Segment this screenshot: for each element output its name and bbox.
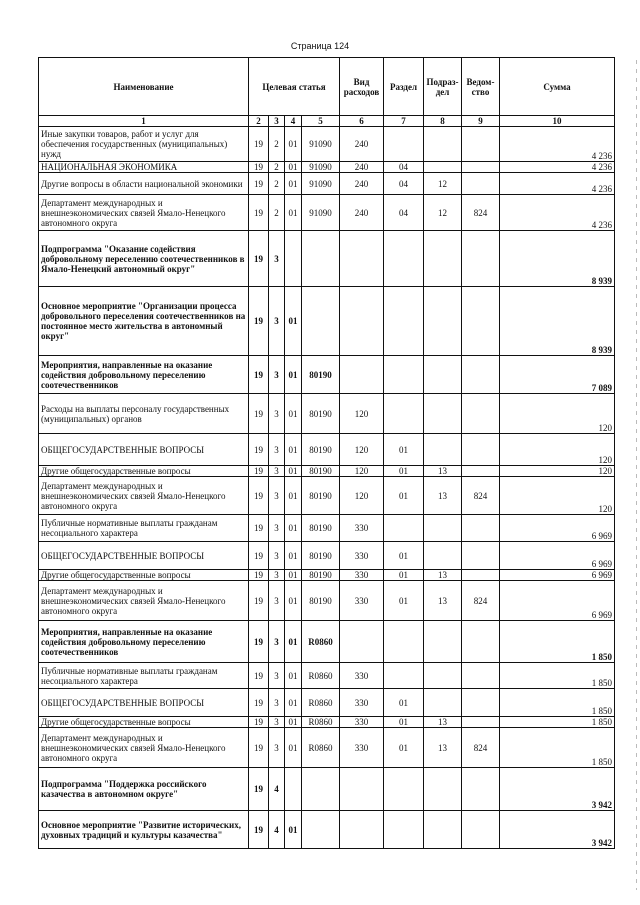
target-part-1: 19 xyxy=(249,195,269,231)
summa: 7 089 xyxy=(500,356,615,394)
row-name: Расходы на выплаты персоналу государственных (муниципальных) органов xyxy=(39,394,249,434)
target-part-4: R0860 xyxy=(302,689,340,717)
target-part-2: 3 xyxy=(269,570,285,581)
target-part-3: 01 xyxy=(285,717,302,728)
target-part-1: 19 xyxy=(249,621,269,663)
target-part-2: 3 xyxy=(269,663,285,689)
target-part-1: 19 xyxy=(249,728,269,768)
summa: 4 236 xyxy=(500,127,615,162)
podrazdel xyxy=(424,287,462,356)
podrazdel xyxy=(424,621,462,663)
col-index: 4 xyxy=(285,116,302,127)
vedomstvo xyxy=(462,811,500,849)
table-row xyxy=(39,162,615,173)
vid-rashodov: 330 xyxy=(340,717,384,728)
summa: 1 850 xyxy=(500,689,615,717)
vid-rashodov xyxy=(340,287,384,356)
podrazdel: 13 xyxy=(424,728,462,768)
vid-rashodov: 120 xyxy=(340,466,384,477)
vedomstvo xyxy=(462,173,500,195)
table-row xyxy=(39,811,615,849)
row-name: Основное мероприятие "Организации процесса добровольного переселения соотечественников на постоянное место жительства в автономный округ" xyxy=(39,287,249,356)
summa: 4 236 xyxy=(500,162,615,173)
target-part-3: 01 xyxy=(285,287,302,356)
podrazdel: 13 xyxy=(424,570,462,581)
podrazdel: 13 xyxy=(424,581,462,621)
vedomstvo xyxy=(462,394,500,434)
target-part-3 xyxy=(285,768,302,811)
razdel: 01 xyxy=(384,542,424,570)
table-row xyxy=(39,394,615,434)
summa: 120 xyxy=(500,477,615,515)
target-part-1: 19 xyxy=(249,570,269,581)
razdel: 01 xyxy=(384,581,424,621)
podrazdel: 13 xyxy=(424,717,462,728)
target-part-4 xyxy=(302,768,340,811)
razdel xyxy=(384,768,424,811)
table-row xyxy=(39,663,615,689)
table-row xyxy=(39,434,615,466)
target-part-3: 01 xyxy=(285,466,302,477)
razdel: 01 xyxy=(384,728,424,768)
vedomstvo xyxy=(462,621,500,663)
razdel: 01 xyxy=(384,570,424,581)
scan-edge xyxy=(636,60,637,890)
target-part-4: R0860 xyxy=(302,663,340,689)
summa: 8 939 xyxy=(500,231,615,287)
row-name: Мероприятия, направленные на оказание содействия добровольному переселению соотечественников xyxy=(39,356,249,394)
summa: 1 850 xyxy=(500,663,615,689)
summa: 1 850 xyxy=(500,621,615,663)
podrazdel xyxy=(424,515,462,542)
row-name: Подпрограмма "Оказание содействия добровольному переселению соотечественников в Ямало-Ненецкий автономный округ" xyxy=(39,231,249,287)
target-part-1: 19 xyxy=(249,466,269,477)
col-index: 8 xyxy=(424,116,462,127)
summa: 6 969 xyxy=(500,515,615,542)
razdel xyxy=(384,287,424,356)
podrazdel: 12 xyxy=(424,195,462,231)
vid-rashodov: 240 xyxy=(340,127,384,162)
table-row xyxy=(39,581,615,621)
target-part-2: 3 xyxy=(269,434,285,466)
vedomstvo xyxy=(462,717,500,728)
target-part-3: 01 xyxy=(285,173,302,195)
target-part-4: 80190 xyxy=(302,542,340,570)
razdel xyxy=(384,231,424,287)
vid-rashodov xyxy=(340,231,384,287)
col-index: 3 xyxy=(269,116,285,127)
target-part-4: 80190 xyxy=(302,477,340,515)
target-part-1: 19 xyxy=(249,287,269,356)
target-part-3: 01 xyxy=(285,663,302,689)
target-part-4 xyxy=(302,231,340,287)
target-part-3: 01 xyxy=(285,434,302,466)
vid-rashodov: 330 xyxy=(340,728,384,768)
podrazdel xyxy=(424,811,462,849)
page-number: Страница 124 xyxy=(290,41,350,51)
target-part-1: 19 xyxy=(249,173,269,195)
summa: 4 236 xyxy=(500,173,615,195)
target-part-4: 80190 xyxy=(302,466,340,477)
vedomstvo: 824 xyxy=(462,728,500,768)
target-part-1: 19 xyxy=(249,515,269,542)
table-row xyxy=(39,717,615,728)
vedomstvo xyxy=(462,231,500,287)
target-part-1: 19 xyxy=(249,663,269,689)
target-part-1: 19 xyxy=(249,581,269,621)
summa: 1 850 xyxy=(500,717,615,728)
table-row xyxy=(39,173,615,195)
target-part-3: 01 xyxy=(285,728,302,768)
summa: 6 969 xyxy=(500,542,615,570)
header-target: Целевая статья xyxy=(249,58,340,116)
target-part-4: 80190 xyxy=(302,515,340,542)
podrazdel xyxy=(424,434,462,466)
target-part-1: 19 xyxy=(249,811,269,849)
vedomstvo xyxy=(462,127,500,162)
vedomstvo xyxy=(462,356,500,394)
vedomstvo xyxy=(462,663,500,689)
target-part-3: 01 xyxy=(285,356,302,394)
razdel: 01 xyxy=(384,477,424,515)
row-name: Департамент международных и внешнеэкономических связей Ямало-Ненецкого автономного округа xyxy=(39,728,249,768)
target-part-2: 3 xyxy=(269,477,285,515)
target-part-3: 01 xyxy=(285,570,302,581)
target-part-4: 80190 xyxy=(302,581,340,621)
summa: 8 939 xyxy=(500,287,615,356)
vid-rashodov: 330 xyxy=(340,515,384,542)
table-row xyxy=(39,768,615,811)
target-part-2: 3 xyxy=(269,717,285,728)
target-part-3: 01 xyxy=(285,621,302,663)
vid-rashodov xyxy=(340,356,384,394)
row-name: ОБЩЕГОСУДАРСТВЕННЫЕ ВОПРОСЫ xyxy=(39,434,249,466)
target-part-3: 01 xyxy=(285,542,302,570)
row-name: Подпрограмма "Поддержка российского казачества в автономном округе" xyxy=(39,768,249,811)
summa: 6 969 xyxy=(500,581,615,621)
razdel xyxy=(384,127,424,162)
table-row xyxy=(39,542,615,570)
vedomstvo xyxy=(462,162,500,173)
col-index: 9 xyxy=(462,116,500,127)
target-part-2: 3 xyxy=(269,689,285,717)
target-part-1: 19 xyxy=(249,394,269,434)
vid-rashodov: 120 xyxy=(340,434,384,466)
vid-rashodov xyxy=(340,621,384,663)
table-body xyxy=(39,127,615,849)
col-index: 7 xyxy=(384,116,424,127)
vedomstvo xyxy=(462,689,500,717)
target-part-2: 3 xyxy=(269,231,285,287)
vid-rashodov: 240 xyxy=(340,195,384,231)
razdel: 01 xyxy=(384,717,424,728)
col-index: 1 xyxy=(39,116,249,127)
table-row xyxy=(39,515,615,542)
podrazdel xyxy=(424,127,462,162)
vedomstvo xyxy=(462,287,500,356)
vedomstvo xyxy=(462,570,500,581)
target-part-3: 01 xyxy=(285,162,302,173)
target-part-2: 3 xyxy=(269,394,285,434)
target-part-3 xyxy=(285,231,302,287)
target-part-4: R0860 xyxy=(302,717,340,728)
target-part-2: 3 xyxy=(269,515,285,542)
target-part-4: 91090 xyxy=(302,195,340,231)
table-row xyxy=(39,127,615,162)
table-row xyxy=(39,466,615,477)
vid-rashodov: 330 xyxy=(340,570,384,581)
target-part-1: 19 xyxy=(249,717,269,728)
podrazdel xyxy=(424,689,462,717)
header-row xyxy=(39,58,615,116)
target-part-3: 01 xyxy=(285,195,302,231)
razdel: 01 xyxy=(384,434,424,466)
razdel xyxy=(384,663,424,689)
target-part-2: 2 xyxy=(269,162,285,173)
razdel: 01 xyxy=(384,466,424,477)
row-name: Другие общегосударственные вопросы xyxy=(39,466,249,477)
vedomstvo xyxy=(462,542,500,570)
target-part-4: 91090 xyxy=(302,127,340,162)
col-index: 2 xyxy=(249,116,269,127)
row-name: Основное мероприятие "Развитие исторических, духовных традиций и культуры казачества" xyxy=(39,811,249,849)
target-part-3: 01 xyxy=(285,394,302,434)
row-name: ОБЩЕГОСУДАРСТВЕННЫЕ ВОПРОСЫ xyxy=(39,689,249,717)
row-name: Другие вопросы в области национальной экономики xyxy=(39,173,249,195)
razdel: 04 xyxy=(384,173,424,195)
vid-rashodov xyxy=(340,811,384,849)
target-part-2: 3 xyxy=(269,287,285,356)
target-part-1: 19 xyxy=(249,689,269,717)
target-part-2: 4 xyxy=(269,768,285,811)
target-part-2: 3 xyxy=(269,542,285,570)
row-name: Публичные нормативные выплаты гражданам несоциального характера xyxy=(39,515,249,542)
target-part-4: R0860 xyxy=(302,621,340,663)
target-part-1: 19 xyxy=(249,768,269,811)
target-part-2: 3 xyxy=(269,466,285,477)
col-index: 6 xyxy=(340,116,384,127)
row-name: Департамент международных и внешнеэкономических связей Ямало-Ненецкого автономного округа xyxy=(39,477,249,515)
vid-rashodov: 330 xyxy=(340,689,384,717)
vedomstvo xyxy=(462,768,500,811)
vid-rashodov: 120 xyxy=(340,394,384,434)
podrazdel xyxy=(424,394,462,434)
header-summa: Сумма xyxy=(500,58,615,116)
target-part-1: 19 xyxy=(249,127,269,162)
razdel: 04 xyxy=(384,195,424,231)
vid-rashodov: 330 xyxy=(340,542,384,570)
table-row xyxy=(39,231,615,287)
row-name: Другие общегосударственные вопросы xyxy=(39,570,249,581)
target-part-2: 3 xyxy=(269,581,285,621)
summa: 4 236 xyxy=(500,195,615,231)
target-part-2: 3 xyxy=(269,356,285,394)
table-row xyxy=(39,356,615,394)
target-part-4: 91090 xyxy=(302,173,340,195)
row-name: Департамент международных и внешнеэкономических связей Ямало-Ненецкого автономного округа xyxy=(39,581,249,621)
target-part-4: 80190 xyxy=(302,570,340,581)
podrazdel xyxy=(424,162,462,173)
target-part-4: 80190 xyxy=(302,434,340,466)
table-row xyxy=(39,621,615,663)
budget-table xyxy=(38,57,615,849)
vid-rashodov xyxy=(340,768,384,811)
target-part-2: 4 xyxy=(269,811,285,849)
target-part-3: 01 xyxy=(285,689,302,717)
razdel xyxy=(384,394,424,434)
target-part-2: 2 xyxy=(269,195,285,231)
header-vid: Вид расходов xyxy=(340,58,384,116)
target-part-3: 01 xyxy=(285,127,302,162)
target-part-1: 19 xyxy=(249,356,269,394)
vid-rashodov: 330 xyxy=(340,663,384,689)
summa: 1 850 xyxy=(500,728,615,768)
row-name: Иные закупки товаров, работ и услуг для обеспечения государственных (муниципальных) нужд xyxy=(39,127,249,162)
vedomstvo: 824 xyxy=(462,581,500,621)
razdel: 04 xyxy=(384,162,424,173)
target-part-1: 19 xyxy=(249,162,269,173)
podrazdel xyxy=(424,356,462,394)
header-name: Наименование xyxy=(39,58,249,116)
summa: 120 xyxy=(500,466,615,477)
table-row xyxy=(39,728,615,768)
target-part-2: 2 xyxy=(269,127,285,162)
target-part-4: R0860 xyxy=(302,728,340,768)
razdel: 01 xyxy=(384,689,424,717)
target-part-3: 01 xyxy=(285,515,302,542)
summa: 120 xyxy=(500,434,615,466)
target-part-1: 19 xyxy=(249,231,269,287)
row-name: Мероприятия, направленные на оказание содействия добровольному переселению соотечественников xyxy=(39,621,249,663)
target-part-3: 01 xyxy=(285,477,302,515)
col-index: 5 xyxy=(302,116,340,127)
summa: 6 969 xyxy=(500,570,615,581)
razdel xyxy=(384,621,424,663)
target-part-4: 91090 xyxy=(302,162,340,173)
vid-rashodov: 240 xyxy=(340,162,384,173)
vid-rashodov: 330 xyxy=(340,581,384,621)
summa: 3 942 xyxy=(500,811,615,849)
podrazdel xyxy=(424,768,462,811)
header-podrazdel: Подраз-дел xyxy=(424,58,462,116)
summa: 120 xyxy=(500,394,615,434)
podrazdel: 13 xyxy=(424,477,462,515)
target-part-4 xyxy=(302,287,340,356)
target-part-4: 80190 xyxy=(302,356,340,394)
podrazdel: 13 xyxy=(424,466,462,477)
table-row xyxy=(39,570,615,581)
target-part-2: 3 xyxy=(269,621,285,663)
col-index: 10 xyxy=(500,116,615,127)
row-name: ОБЩЕГОСУДАРСТВЕННЫЕ ВОПРОСЫ xyxy=(39,542,249,570)
razdel xyxy=(384,356,424,394)
vedomstvo: 824 xyxy=(462,477,500,515)
vedomstvo xyxy=(462,434,500,466)
row-name: Другие общегосударственные вопросы xyxy=(39,717,249,728)
summa: 3 942 xyxy=(500,768,615,811)
podrazdel xyxy=(424,231,462,287)
razdel xyxy=(384,515,424,542)
podrazdel xyxy=(424,663,462,689)
podrazdel: 12 xyxy=(424,173,462,195)
target-part-2: 2 xyxy=(269,173,285,195)
header-vedomstvo: Ведом-ство xyxy=(462,58,500,116)
vedomstvo xyxy=(462,466,500,477)
vid-rashodov: 120 xyxy=(340,477,384,515)
target-part-3: 01 xyxy=(285,581,302,621)
target-part-3: 01 xyxy=(285,811,302,849)
row-name: Департамент международных и внешнеэкономических связей Ямало-Ненецкого автономного округа xyxy=(39,195,249,231)
vedomstvo: 824 xyxy=(462,195,500,231)
target-part-1: 19 xyxy=(249,434,269,466)
target-part-1: 19 xyxy=(249,477,269,515)
target-part-1: 19 xyxy=(249,542,269,570)
razdel xyxy=(384,811,424,849)
target-part-4 xyxy=(302,811,340,849)
vid-rashodov: 240 xyxy=(340,173,384,195)
row-name: Публичные нормативные выплаты гражданам несоциального характера xyxy=(39,663,249,689)
table-row xyxy=(39,195,615,231)
target-part-4: 80190 xyxy=(302,394,340,434)
vedomstvo xyxy=(462,515,500,542)
row-name: НАЦИОНАЛЬНАЯ ЭКОНОМИКА xyxy=(39,162,249,173)
header-razdel: Раздел xyxy=(384,58,424,116)
table-row xyxy=(39,477,615,515)
target-part-2: 3 xyxy=(269,728,285,768)
podrazdel xyxy=(424,542,462,570)
table-row xyxy=(39,689,615,717)
column-index-row xyxy=(39,116,615,127)
table-row xyxy=(39,287,615,356)
